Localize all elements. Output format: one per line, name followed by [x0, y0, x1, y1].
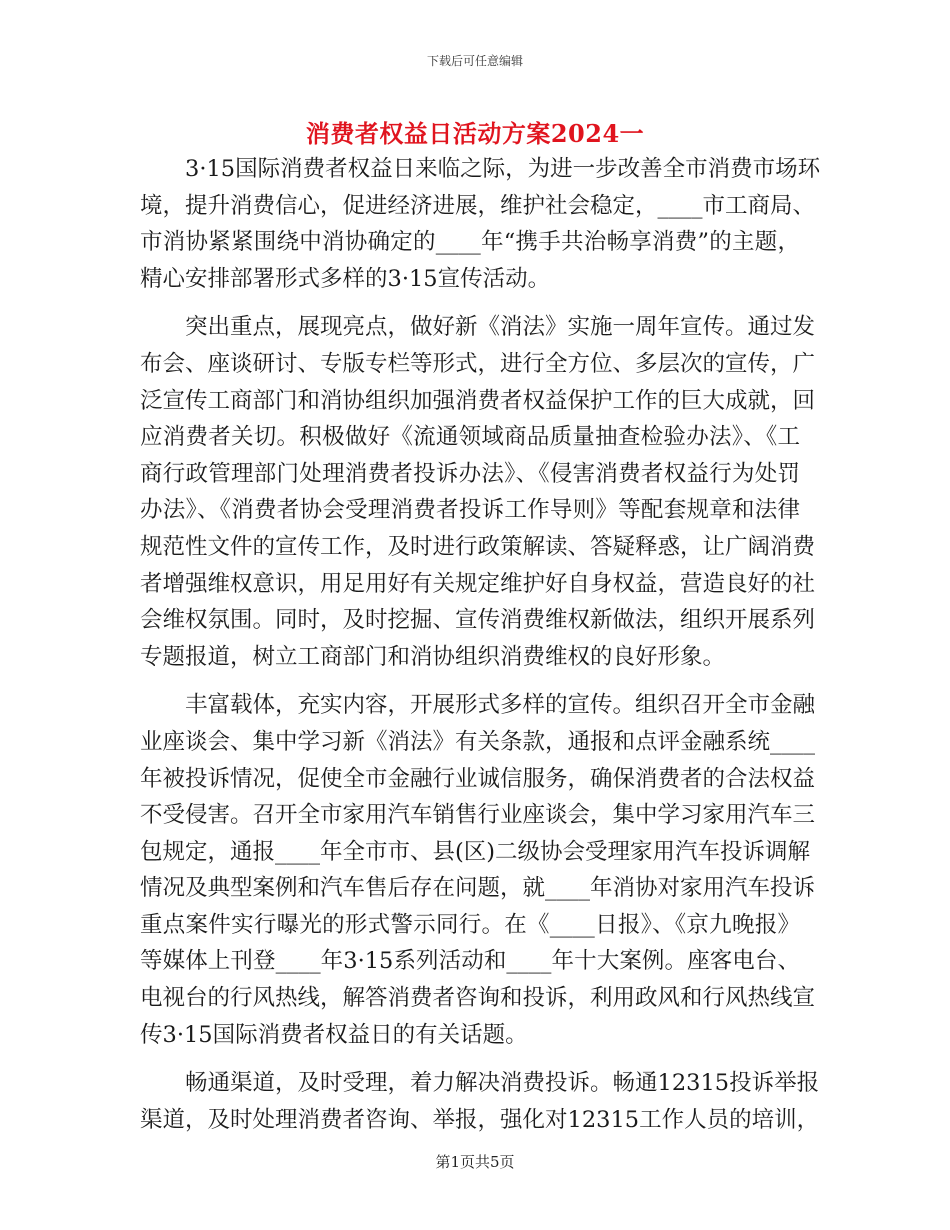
paragraph-line: 丰富载体，充实内容，开展形式多样的宣传。组织召开全市金融: [185, 692, 816, 719]
paragraph-line: 者增强维权意识，用足用好有关规定维护好自身权益，营造良好的社: [140, 570, 816, 597]
paragraph-line: 办法》、《消费者协会受理消费者投诉工作导则》等配套规章和法律: [140, 497, 800, 524]
paragraph-line: 商行政管理部门处理消费者投诉办法》、《侵害消费者权益行为处罚: [140, 460, 800, 487]
paragraph: [140, 1065, 820, 1138]
paragraph-line: 年被投诉情况，促使全市金融行业诚信服务，确保消费者的合法权益: [140, 765, 816, 792]
paragraph-line: 3·15国际消费者权益日来临之际，为进一步改善全市消费市场环: [185, 156, 821, 182]
paragraph: [140, 687, 816, 1053]
paragraph-line: 重点案件实行曝光的形式警示同行。在《____日报》、《京九晚报》: [140, 911, 800, 938]
paragraph-line: 泛宣传工商部门和消协组织加强消费者权益保护工作的巨大成就，回: [140, 387, 816, 414]
paragraph-line: 情况及典型案例和汽车售后存在问题，就____年消协对家用汽车投诉: [140, 875, 816, 902]
paragraph-line: 业座谈会、集中学习新《消法》有关条款，通报和点评金融系统____: [140, 728, 816, 755]
paragraph-line: 包规定，通报____年全市市、县(区)二级协会受理家用汽车投诉调解: [140, 838, 811, 865]
paragraph-gap: [140, 1053, 800, 1065]
document-body: [140, 151, 821, 1138]
paragraph-line: 传3·15国际消费者权益日的有关话题。: [140, 1021, 528, 1048]
paragraph-gap: [140, 675, 800, 687]
header-note: 下载后可任意编辑: [426, 54, 523, 68]
paragraph-line: 畅通渠道，及时受理，着力解决消费投诉。畅通12315投诉举报: [185, 1070, 820, 1097]
paragraph-line: 布会、座谈研讨、专版专栏等形式，进行全方位、多层次的宣传，广: [140, 350, 816, 377]
paragraph: [140, 309, 816, 675]
paragraph-line: 渠道，及时处理消费者咨询、举报，强化对12315工作人员的培训，: [140, 1106, 820, 1133]
paragraph-line: 专题报道，树立工商部门和消协组织消费维权的良好形象。: [140, 643, 726, 670]
paragraph-line: 精心安排部署形式多样的3·15宣传活动。: [140, 265, 551, 292]
paragraph-gap: [140, 297, 800, 309]
paragraph-line: 应消费者关切。积极做好《流通领域商品质量抽查检验办法》、《工: [140, 424, 800, 451]
paragraph: [140, 151, 821, 297]
page-title: 消费者权益日活动方案2024一: [305, 119, 645, 148]
paragraph-line: 市消协紧紧围绕中消协确定的____年“携手共治畅享消费”的主题，: [140, 229, 800, 256]
paragraph-line: 突出重点，展现亮点，做好新《消法》实施一周年宣传。通过发: [185, 314, 816, 341]
page-number: 第1页共5页: [435, 1153, 515, 1171]
paragraph-line: 境，提升消费信心，促进经济进展，维护社会稳定，____市工商局、: [140, 192, 816, 219]
paragraph-line: 规范性文件的宣传工作，及时进行政策解读、答疑释惑，让广阔消费: [140, 533, 816, 560]
paragraph-line: 不受侵害。召开全市家用汽车销售行业座谈会，集中学习家用汽车三: [140, 802, 816, 829]
paragraph-line: 会维权氛围。同时，及时挖掘、宣传消费维权新做法，组织开展系列: [140, 607, 816, 634]
paragraph-line: 电视台的行风热线，解答消费者咨询和投诉，利用政风和行风热线宣: [140, 985, 816, 1012]
paragraph-line: 等媒体上刊登____年3·15系列活动和____年十大案例。座客电台、: [140, 948, 800, 975]
